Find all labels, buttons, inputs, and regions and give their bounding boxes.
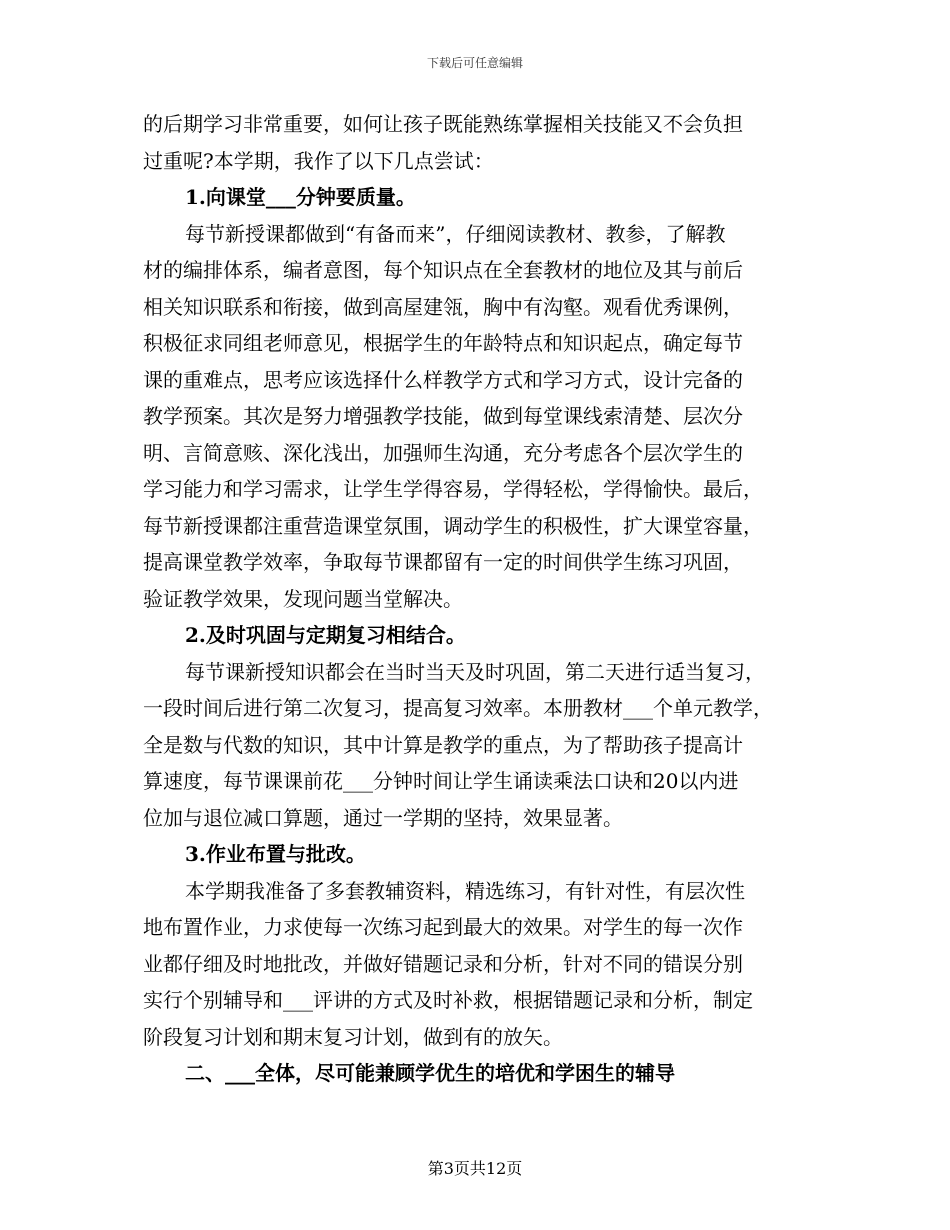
paragraph-line: 验证教学效果，发现问题当堂解决。 xyxy=(143,586,463,611)
paragraph-line: 算速度，每节课课前花___分钟时间让学生诵读乘法口诀和20以内进 xyxy=(143,769,739,793)
paragraph-line: 提高课堂教学效率，争取每节课都留有一定的时间供学生练习巩固， xyxy=(143,550,743,574)
header-note: 下载后可任意编辑 xyxy=(426,56,523,70)
paragraph-line: 明、言简意赅、深化浅出，加强师生沟通，充分考虑各个层次学生的 xyxy=(143,440,743,465)
paragraph-line: 过重呢?本学期，我作了以下几点尝试： xyxy=(143,148,494,173)
paragraph-line: 业都仔细及时地批改，并做好错题记录和分析，针对不同的错误分别 xyxy=(143,951,743,976)
paragraph-line: 教学预案。其次是努力增强教学技能，做到每堂课线索清楚、层次分 xyxy=(143,404,743,428)
paragraph-line: 积极征求同组老师意见，根据学生的年龄特点和知识起点，确定每节 xyxy=(143,331,743,355)
page-number: 第3页共12页 xyxy=(427,1159,523,1178)
section-heading: 二、___全体，尽可能兼顾学优生的培优和学困生的辅导 xyxy=(185,1061,675,1085)
paragraph-line: 学习能力和学习需求，让学生学得容易，学得轻松，学得愉快。最后， xyxy=(143,477,763,501)
paragraph-line: 相关知识联系和衔接，做到高屋建瓴，胸中有沟壑。观看优秀课例， xyxy=(143,294,743,319)
paragraph-line: 位加与退位减口算题，通过一学期的坚持，效果显著。 xyxy=(143,805,623,830)
paragraph-line: 材的编排体系，编者意图，每个知识点在全套教材的地位及其与前后 xyxy=(143,258,743,282)
section-heading: 3.作业布置与批改。 xyxy=(185,842,366,866)
document-body xyxy=(143,106,813,1092)
paragraph-line: 实行个别辅导和___评讲的方式及时补救，根据错题记录和分析，制定 xyxy=(143,988,753,1012)
section-heading: 2.及时巩固与定期复习相结合。 xyxy=(185,623,466,647)
paragraph-line: 地布置作业，力求使每一次练习起到最大的效果。对学生的每一次作 xyxy=(143,915,743,939)
paragraph-line: 每节课新授知识都会在当时当天及时巩固，第二天进行适当复习， xyxy=(185,659,765,684)
paragraph-line: 阶段复习计划和期末复习计划，做到有的放矢。 xyxy=(143,1024,563,1049)
paragraph-line: 一段时间后进行第二次复习，提高复习效率。本册教材___个单元教学， xyxy=(143,696,773,720)
paragraph-line: 课的重难点，思考应该选择什么样教学方式和学习方式，设计完备的 xyxy=(143,367,743,392)
paragraph-line: 的后期学习非常重要，如何让孩子既能熟练掌握相关技能又不会负担 xyxy=(143,112,743,136)
section-heading: 1.向课堂___分钟要质量。 xyxy=(185,185,416,209)
paragraph-line: 本学期我准备了多套教辅资料，精选练习，有针对性，有层次性 xyxy=(185,878,745,903)
paragraph-line: 全是数与代数的知识，其中计算是教学的重点，为了帮助孩子提高计 xyxy=(143,732,743,757)
paragraph-line: 每节新授课都注重营造课堂氛围，调动学生的积极性，扩大课堂容量， xyxy=(143,513,763,538)
paragraph-line: 每节新授课都做到“有备而来”，仔细阅读教材、教参，了解教 xyxy=(185,221,726,246)
